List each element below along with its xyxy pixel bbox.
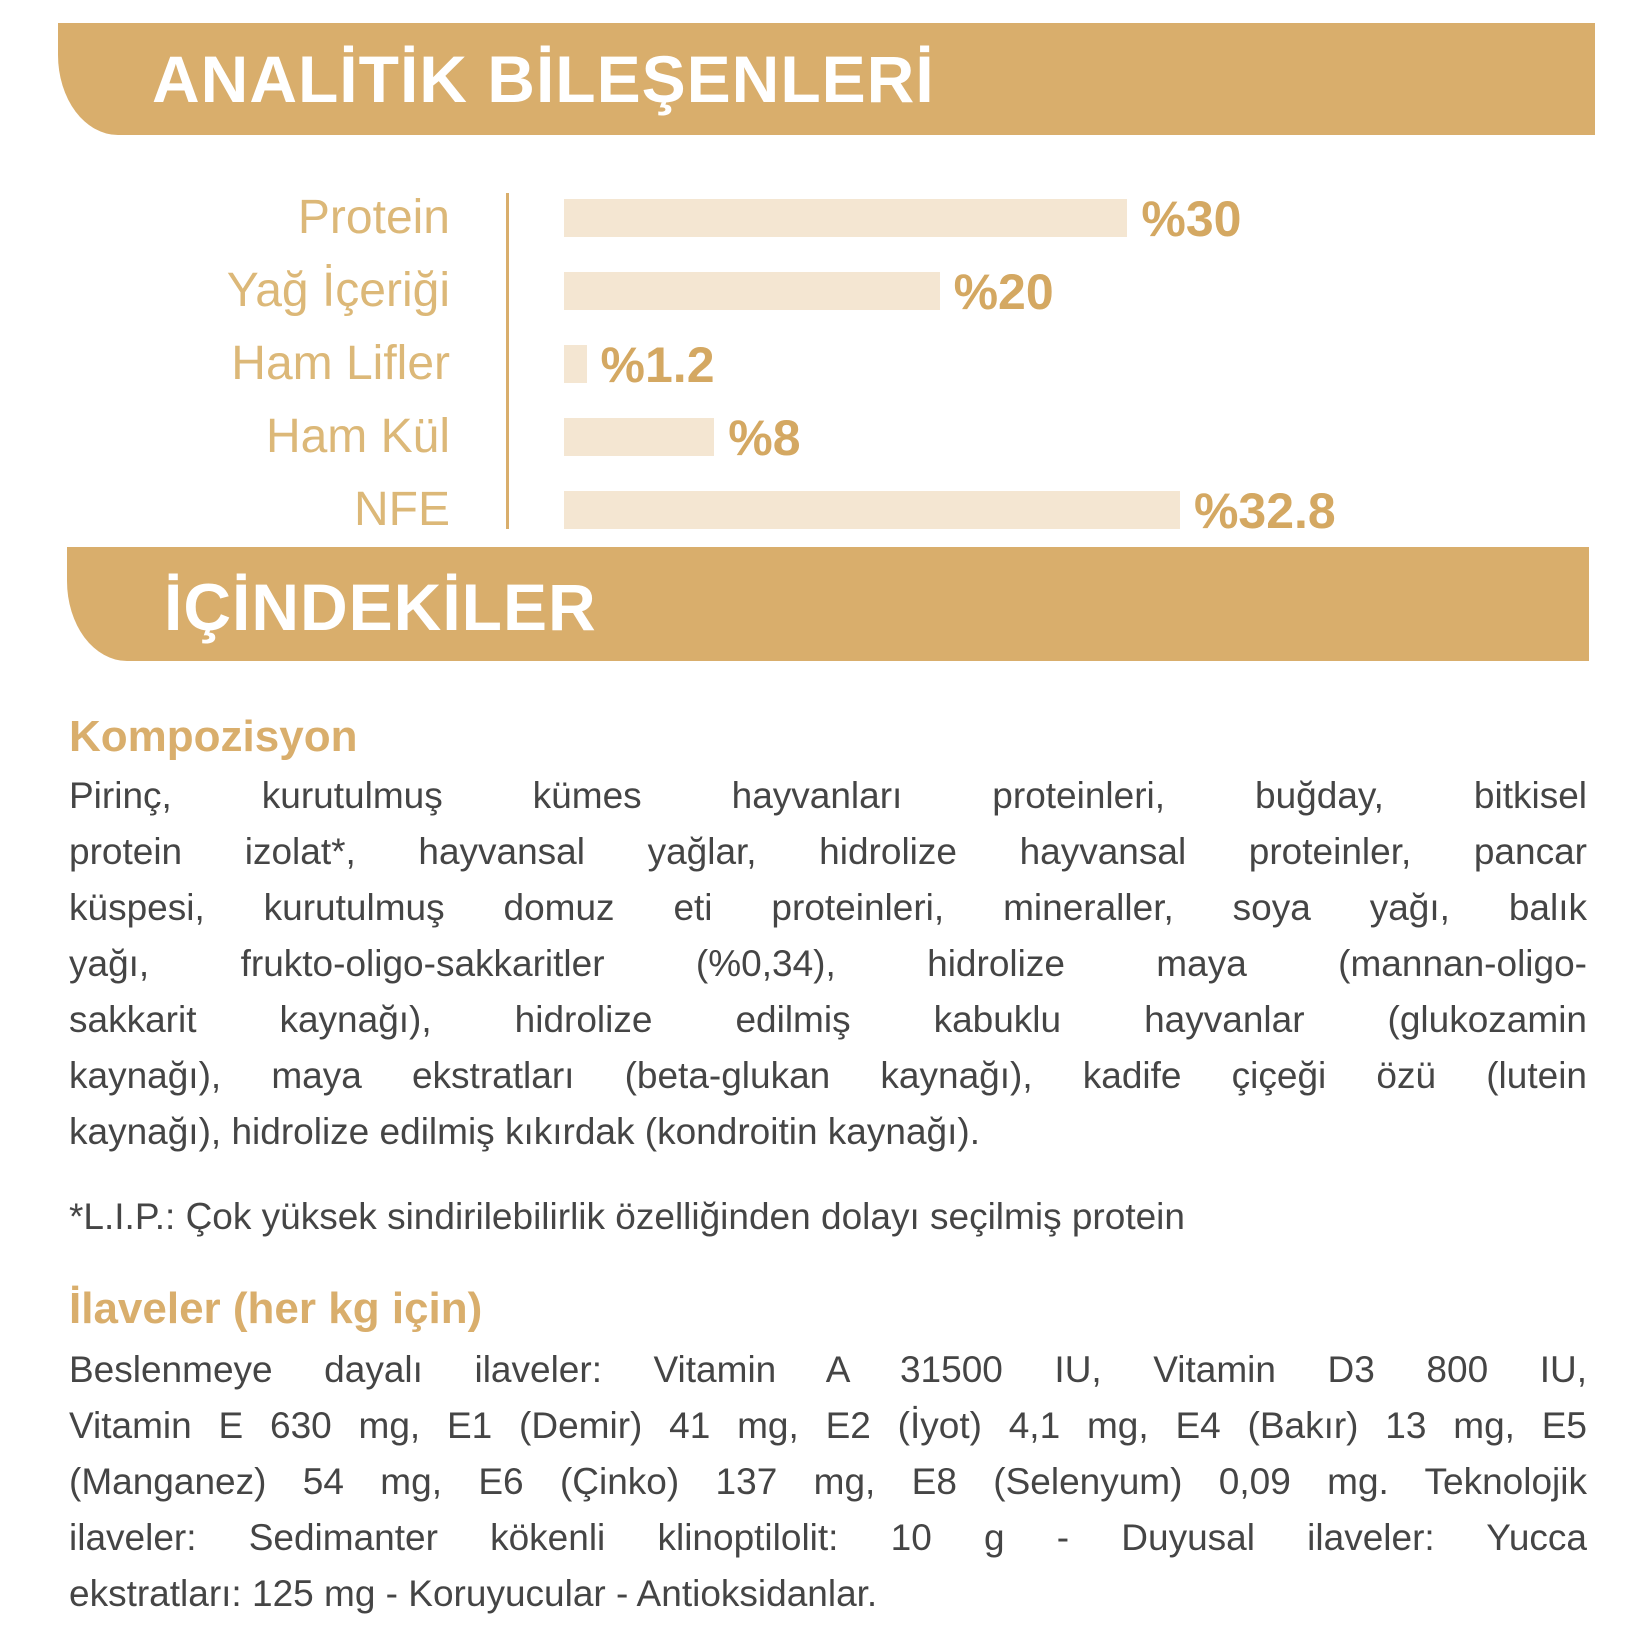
axis-line (506, 193, 509, 529)
section-title: ANALİTİK BİLEŞENLERİ (152, 42, 935, 116)
text-line: ilaveler: Sedimanter kökenli klinoptilolit: 10 g - Duyusal ilaveler: Yucca (69, 1517, 1587, 1558)
text-line: protein izolat*, hayvansal yağlar, hidrolize hayvansal proteinler, pancar (69, 831, 1587, 872)
category-label: Protein (297, 191, 450, 244)
category-label: Ham Kül (265, 410, 450, 463)
text-line: kaynağı), maya ekstratları (beta-glukan kaynağı), kadife çiçeği özü (lutein (69, 1055, 1587, 1096)
text-line: Vitamin E 630 mg, E1 (Demir) 41 mg, E2 (İyot) 4,1 mg, E4 (Bakır) 13 mg, E5 (69, 1405, 1587, 1446)
value-label: %8 (728, 410, 801, 466)
section-title: İÇİNDEKİLER (164, 570, 597, 644)
ingredients-header (67, 547, 1589, 661)
category-label: Yağ İçeriği (226, 264, 450, 317)
bar (564, 418, 714, 456)
text-line: yağı, frukto-oligo-sakkaritler (%0,34), hidrolize maya (mannan-oligo- (69, 943, 1587, 984)
text-line: Pirinç, kurutulmuş kümes hayvanları proteinleri, buğday, bitkisel (69, 775, 1587, 816)
text-line: Beslenmeye dayalı ilaveler: Vitamin A 31500 IU, Vitamin D3 800 IU, (69, 1349, 1587, 1390)
value-label: %20 (953, 264, 1054, 320)
category-label: NFE (354, 483, 450, 536)
value-label: %30 (1141, 191, 1242, 247)
bar (564, 345, 587, 383)
composition-text (69, 768, 1587, 1160)
footnote: *L.I.P.: Çok yüksek sindirilebilirlik özelliğinden dolayı seçilmiş protein (69, 1196, 1185, 1237)
text-line: ekstratları: 125 mg - Koruyucular - Antioksidanlar. (69, 1573, 878, 1614)
text-line: küspesi, kurutulmuş domuz eti proteinleri, mineraller, soya yağı, balık (69, 887, 1587, 928)
category-label: Ham Lifler (231, 337, 450, 390)
text-line: sakkarit kaynağı), hidrolize edilmiş kabuklu hayvanlar (glukozamin (69, 999, 1587, 1040)
value-label: %1.2 (600, 337, 715, 393)
additives-heading: İlaveler (her kg için) (69, 1284, 483, 1333)
value-label: %32.8 (1193, 483, 1336, 539)
bar (564, 272, 940, 310)
text-line: (Manganez) 54 mg, E6 (Çinko) 137 mg, E8 (Selenyum) 0,09 mg. Teknolojik (69, 1461, 1587, 1502)
bar (564, 199, 1127, 237)
bar (564, 491, 1180, 529)
analytic-components-header (58, 23, 1595, 135)
additives-text (69, 1342, 1587, 1622)
composition-heading: Kompozisyon (69, 712, 358, 761)
text-line: kaynağı), hidrolize edilmiş kıkırdak (kondroitin kaynağı). (69, 1111, 980, 1152)
